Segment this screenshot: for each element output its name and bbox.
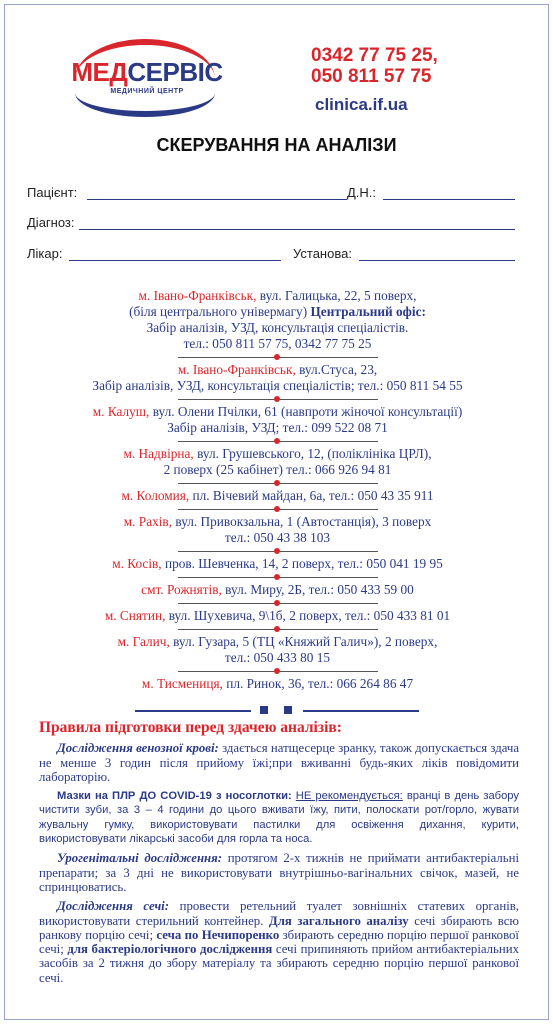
rule-urine: Дослідження сечі: провести ретельний туалет зовнішніх статевих органів, використовувати стерильний контейнер. Для загального аналізу сечі збирають всю ранкову порцію сечі; сеча по Нечипоренко збирають середню порцію першої ранкової сечі; для бактеріологічного дослідження сечі припиняють прийом антибактеріальних засобів за 2 тижня до збору матеріалу та збирають середню порцію першої ранкової сечі. [39, 899, 520, 985]
rule-blood: Дослідження венозної крові: здається натщесерце зранку, також допускається здача не менше 3 годин після прийому їжі;при вживанні будь-яких ліків повідомити лабораторію. [39, 741, 519, 784]
diagnosis-label: Діагноз: [27, 215, 75, 230]
address-item: м. Коломия, пл. Вічевий майдан, 6а, тел.: 050 43 35 911 [121, 488, 434, 503]
doctor-field [27, 246, 62, 261]
address-item: м. Снятин, вул. Шухевича, 9\1б, 2 поверх, тел.: 050 433 81 01 [104, 608, 451, 623]
dob-label: Д.Н.: [347, 185, 377, 200]
rule-pcr: Мазки на ПЛР ДО COVID-19 з носоглотки: НЕ рекомендується: вранці в день забору чистити зуби, за 3 – 4 години до цього вживати їжу, пити, полоскати рот/горло, жувати жувальну гумку, використовувати пастилки для освіження дихання, курити, використовувати лікарські засоби для горла та носа. [39, 790, 519, 846]
separator [178, 353, 378, 361]
logo-blue-arc [75, 93, 215, 117]
separator [178, 479, 378, 487]
preparation-rules [39, 721, 519, 990]
clinic-addresses [19, 288, 536, 692]
address-item: м. Рахів, вул. Привокзальна, 1 (Автостанція), 3 поверх тел.: 050 43 38 103 [123, 514, 432, 545]
institution-label: Установа: [293, 246, 352, 261]
separator [178, 667, 378, 675]
website: clinica.if.ua [315, 95, 408, 114]
institution-field [293, 246, 352, 261]
logo-text: МЕДСЕРВІС [71, 57, 223, 87]
phone-1: 0342 77 75 25, [311, 45, 438, 66]
patient-label: Пацієнт: [27, 185, 78, 200]
address-item: м. Галич, вул. Гузара, 5 (ТЦ «Княжий Галич»), 2 поверх, тел.: 050 433 80 15 [117, 634, 438, 665]
address-item: м. Івано-Франківськ, вул. Галицька, 22, 5 поверх, (біля центрального універмагу) Центральний офіс: Забір аналізів, УЗД, консультація спеціалістів. тел.: 050 811 57 75, 0342 77 75 25 [129, 288, 426, 351]
separator [178, 437, 378, 445]
phone-numbers [311, 45, 438, 87]
medservice-logo [67, 35, 227, 117]
institution-line [359, 260, 515, 261]
address-item: м. Косів, пров. Шевченка, 14, 2 поверх, тел.: 050 041 19 95 [112, 556, 443, 571]
separator [178, 395, 378, 403]
dob-line [383, 199, 515, 200]
address-item: м. Тисмениця, пл. Ринок, 36, тел.: 066 264 86 47 [141, 676, 414, 691]
separator [178, 573, 378, 581]
diagnosis-line [79, 229, 515, 230]
patient-line [87, 199, 347, 200]
dob-field [347, 185, 376, 200]
diagnosis-field [27, 215, 75, 230]
rule-urogenital: Урогенітальні дослідження: протягом 2-х тижнів не приймати антибактеріальні препарати; за 3 дні не використовувати внутрішньо-вагінальних свічок, мазей, не спринцюватись. [39, 851, 519, 894]
separator [178, 625, 378, 633]
logo-subtitle: МЕДИЧНИЙ ЦЕНТР [110, 88, 184, 95]
phone-2: 050 811 57 75 [311, 66, 432, 87]
section-divider [5, 705, 548, 717]
doctor-line [69, 260, 281, 261]
patient-field [27, 185, 77, 200]
doctor-label: Лікар: [27, 246, 63, 261]
page-title: СКЕРУВАННЯ НА АНАЛІЗИ [156, 135, 397, 155]
rules-title: Правила підготовки перед здачею аналізів: [39, 719, 342, 736]
separator [178, 505, 378, 513]
header [5, 5, 548, 125]
address-item: смт. Рожнятів, вул. Миру, 2Б, тел.: 050 433 59 00 [141, 582, 414, 597]
address-item: м. Надвірна, вул. Грушевського, 12, (поліклініка ЦРЛ), 2 поверх (25 кабінет) тел.: 066 926 94 81 [123, 446, 432, 477]
address-item: м. Калуш, вул. Олени Пчілки, 61 (навпроти жіночої консультації) Забір аналізів, УЗД; тел.: 099 522 08 71 [92, 404, 463, 435]
separator [178, 547, 378, 555]
separator [178, 599, 378, 607]
referral-form [4, 4, 549, 1020]
address-item: м. Івано-Франківськ, вул.Стуса, 23, Забір аналізів, УЗД, консультація спеціалістів; тел.: 050 811 54 55 [92, 362, 463, 393]
